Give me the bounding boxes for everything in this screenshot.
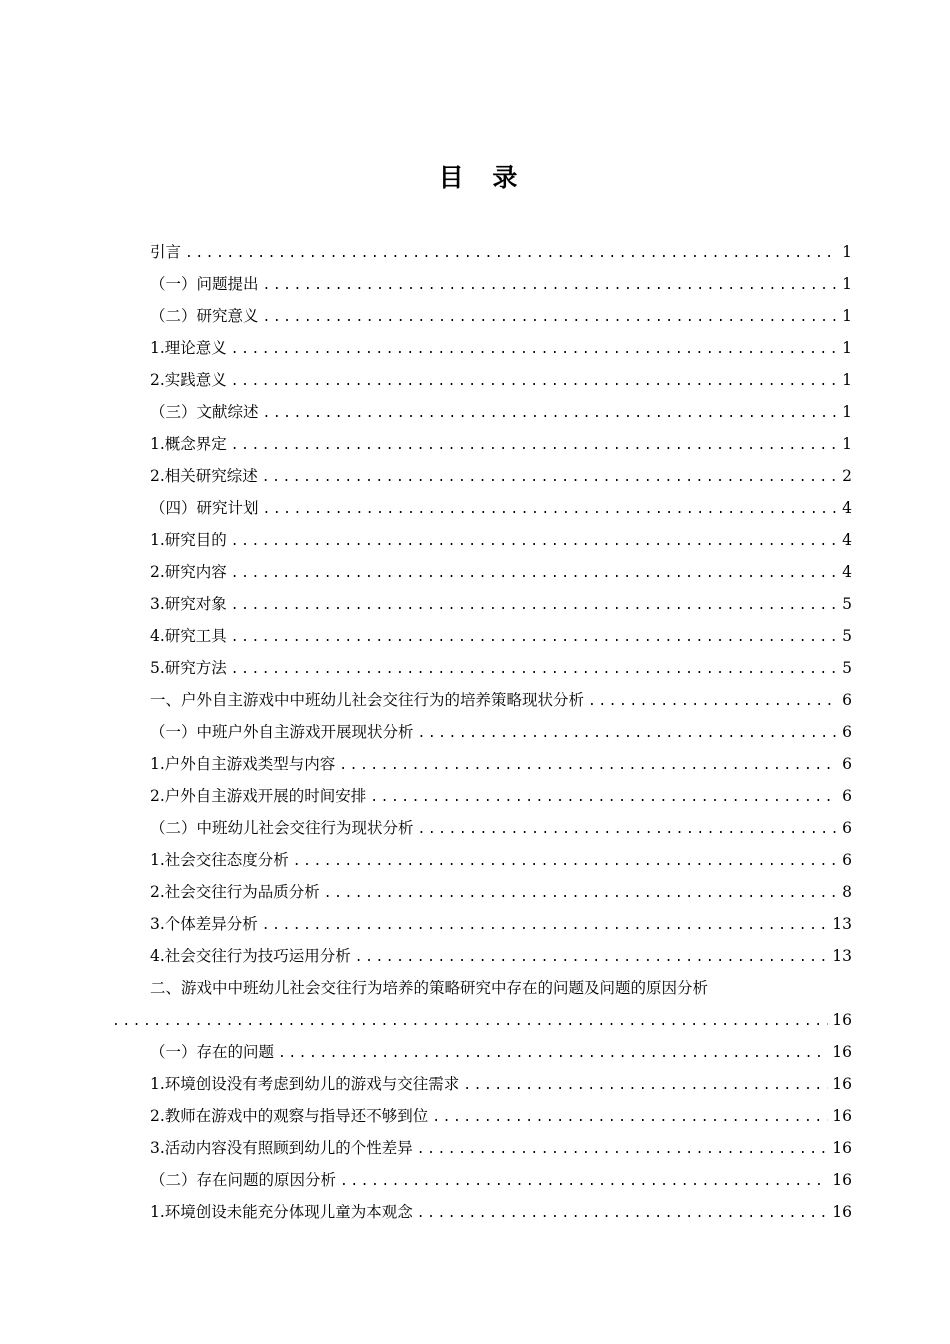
toc-entry-label: 2.实践意义 <box>150 371 227 389</box>
toc-entry-label: 1.户外自主游戏类型与内容 <box>150 755 336 773</box>
dot-leader <box>262 910 828 942</box>
toc-entry[interactable] <box>112 236 852 268</box>
toc-entry-page: 6 <box>842 755 852 773</box>
toc-entry-page: 16 <box>832 1011 852 1029</box>
toc-entry-label: 1.研究目的 <box>150 531 227 549</box>
toc-entry-page: 1 <box>842 435 852 453</box>
toc-entry-page: 1 <box>842 403 852 421</box>
dot-leader <box>112 1006 828 1038</box>
toc-entry[interactable] <box>112 1196 852 1228</box>
toc-entry-page: 16 <box>832 1107 852 1125</box>
toc-entry-label: （二）中班幼儿社会交往行为现状分析 <box>150 819 414 837</box>
toc-entry[interactable] <box>112 1100 852 1132</box>
toc-entry-page: 6 <box>842 691 852 709</box>
toc-entry-label: 3.个体差异分析 <box>150 915 258 933</box>
toc-title: 目 录 <box>438 163 528 192</box>
toc-entry-page: 2 <box>842 467 852 485</box>
dot-leader <box>293 846 836 878</box>
dot-leader <box>324 878 836 910</box>
toc-entry-page: 5 <box>842 595 852 613</box>
toc-entry[interactable] <box>112 748 852 780</box>
toc-entry-page: 6 <box>842 851 852 869</box>
toc-entry-label: （四）研究计划 <box>150 499 259 517</box>
toc-entry[interactable] <box>112 1068 852 1100</box>
dot-leader <box>231 430 836 462</box>
dot-leader <box>418 718 836 750</box>
toc-entry[interactable] <box>112 780 852 812</box>
toc-entry[interactable] <box>112 684 852 716</box>
toc-entry-label: 1.概念界定 <box>150 435 227 453</box>
dot-leader <box>231 366 836 398</box>
toc-entry[interactable] <box>112 972 852 1004</box>
toc-entry[interactable] <box>112 812 852 844</box>
toc-entry-label: 4.社会交往行为技巧运用分析 <box>150 947 351 965</box>
toc-entry-label: 5.研究方法 <box>150 659 227 677</box>
toc-entry-label: 一、户外自主游戏中中班幼儿社会交往行为的培养策略现状分析 <box>150 691 585 709</box>
toc-entry[interactable] <box>112 396 852 428</box>
toc-entry[interactable] <box>112 332 852 364</box>
dot-leader <box>355 942 828 974</box>
toc-entry-page: 1 <box>842 371 852 389</box>
dot-leader <box>262 462 836 494</box>
toc-entry-page: 4 <box>842 563 852 581</box>
toc-entry[interactable] <box>112 428 852 460</box>
toc-entry[interactable] <box>112 588 852 620</box>
dot-leader <box>417 1134 828 1166</box>
toc-entry[interactable] <box>112 1036 852 1068</box>
toc-list <box>112 236 852 1228</box>
toc-entry-page: 5 <box>842 659 852 677</box>
dot-leader <box>263 270 836 302</box>
toc-entry-page: 1 <box>842 307 852 325</box>
dot-leader <box>418 814 836 846</box>
toc-entry[interactable] <box>112 1132 852 1164</box>
toc-entry-label: （一）问题提出 <box>150 275 259 293</box>
dot-leader <box>231 558 836 590</box>
toc-entry-page: 6 <box>842 723 852 741</box>
dot-leader <box>231 526 836 558</box>
toc-entry-page: 16 <box>832 1139 852 1157</box>
toc-entry-label: 1.环境创设没有考虑到幼儿的游戏与交往需求 <box>150 1075 460 1093</box>
toc-entry[interactable] <box>112 556 852 588</box>
toc-entry[interactable] <box>112 268 852 300</box>
toc-entry-label: 3.活动内容没有照顾到幼儿的个性差异 <box>150 1139 413 1157</box>
toc-entry-label: 2.相关研究综述 <box>150 467 258 485</box>
toc-entry-label: （二）存在问题的原因分析 <box>150 1171 337 1189</box>
toc-entry-page: 6 <box>842 819 852 837</box>
toc-entry-label: 4.研究工具 <box>150 627 227 645</box>
toc-entry-label: （一）中班户外自主游戏开展现状分析 <box>150 723 414 741</box>
toc-entry[interactable] <box>112 876 852 908</box>
toc-entry[interactable] <box>112 940 852 972</box>
toc-entry[interactable] <box>112 300 852 332</box>
toc-entry-page: 16 <box>832 1203 852 1221</box>
toc-entry-label: （一）存在的问题 <box>150 1043 275 1061</box>
dot-leader <box>231 334 836 366</box>
dot-leader <box>278 1038 828 1070</box>
toc-entry[interactable] <box>112 652 852 684</box>
dot-leader <box>340 1166 828 1198</box>
toc-entry-page: 16 <box>832 1043 852 1061</box>
toc-entry[interactable] <box>112 524 852 556</box>
toc-entry[interactable] <box>112 716 852 748</box>
toc-entry-page: 16 <box>832 1171 852 1189</box>
toc-entry-label: 1.社会交往态度分析 <box>150 851 289 869</box>
dot-leader <box>263 494 836 526</box>
toc-entry[interactable] <box>112 908 852 940</box>
toc-entry-page: 16 <box>832 1075 852 1093</box>
toc-entry[interactable] <box>112 844 852 876</box>
dot-leader <box>231 590 836 622</box>
toc-entry-label: （二）研究意义 <box>150 307 259 325</box>
dot-leader <box>432 1102 828 1134</box>
dot-leader <box>588 686 836 718</box>
toc-entry-label: 2.教师在游戏中的观察与指导还不够到位 <box>150 1107 429 1125</box>
toc-entry-label: 2.社会交往行为品质分析 <box>150 883 320 901</box>
toc-entry-label: 1.理论意义 <box>150 339 227 357</box>
toc-entry-page: 13 <box>832 915 852 933</box>
toc-entry-label: 3.研究对象 <box>150 595 227 613</box>
toc-entry-page: 4 <box>842 499 852 517</box>
dot-leader <box>231 654 836 686</box>
toc-entry[interactable] <box>112 364 852 396</box>
toc-entry-page: 4 <box>842 531 852 549</box>
dot-leader <box>263 398 836 430</box>
toc-entry-label: 引言 <box>150 243 182 261</box>
toc-entry-page: 6 <box>842 787 852 805</box>
toc-entry[interactable] <box>112 620 852 652</box>
toc-entry-label: 1.环境创设未能充分体现儿童为本观念 <box>150 1203 413 1221</box>
toc-entry-label: 2.户外自主游戏开展的时间安排 <box>150 787 367 805</box>
dot-leader <box>370 782 836 814</box>
dot-leader <box>231 622 836 654</box>
toc-entry-label: 二、游戏中中班幼儿社会交往行为培养的策略研究中存在的问题及问题的原因分析 <box>150 979 709 997</box>
toc-entry-page: 1 <box>842 243 852 261</box>
toc-entry[interactable] <box>112 460 852 492</box>
dot-leader <box>463 1070 828 1102</box>
toc-entry-continuation[interactable] <box>112 1004 852 1036</box>
dot-leader <box>263 302 836 334</box>
toc-entry-page: 5 <box>842 627 852 645</box>
toc-entry[interactable] <box>112 492 852 524</box>
toc-entry-page: 1 <box>842 339 852 357</box>
toc-entry-page: 1 <box>842 275 852 293</box>
toc-entry-page: 13 <box>832 947 852 965</box>
dot-leader <box>417 1198 828 1230</box>
dot-leader <box>339 750 836 782</box>
toc-entry[interactable] <box>112 1164 852 1196</box>
toc-entry-label: 2.研究内容 <box>150 563 227 581</box>
toc-entry-label: （三）文献综述 <box>150 403 259 421</box>
dot-leader <box>185 238 836 270</box>
toc-entry-page: 8 <box>842 883 852 901</box>
